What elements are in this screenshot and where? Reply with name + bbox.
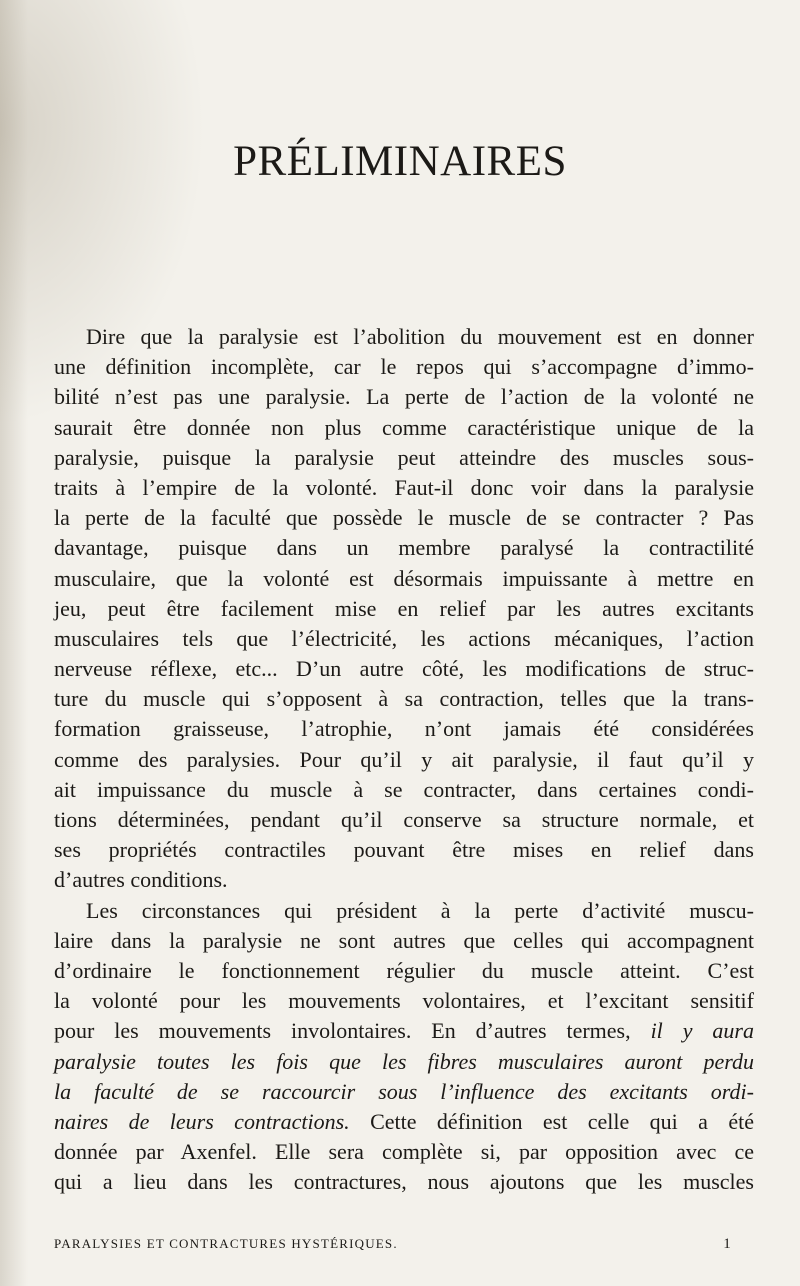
text-line — [54, 1107, 754, 1137]
text-line: laire dans la paralysie ne sont autres que celles qui accompagnent — [54, 927, 754, 953]
italic-segment: naires de leurs contractions. — [54, 1108, 350, 1134]
text-line: la perte de la faculté que possède le muscle de se contracter ? Pas — [54, 505, 754, 531]
text-line: formation graisseuse, l’atrophie, n’ont jamais été considérées — [54, 716, 754, 742]
text-line: Les circonstances qui président à la perte d’activité muscu- — [86, 897, 754, 923]
text-line: comme des paralysies. Pour qu’il y ait paralysie, il faut qu’il y — [54, 746, 754, 772]
text-line: saurait être donnée non plus comme caractéristique unique de la — [54, 414, 754, 440]
text-line — [54, 1016, 754, 1046]
text-line — [54, 1047, 754, 1077]
text-line: la volonté pour les mouvements volontaires, et l’excitant sensitif — [54, 988, 754, 1014]
text-line: d’ordinaire le fonctionnement régulier du muscle atteint. C’est — [54, 957, 754, 983]
page-footer — [54, 1237, 754, 1252]
text-line: jeu, peut être facilement mise en relief par les autres excitants — [54, 595, 754, 621]
text-line: donnée par Axenfel. Elle sera complète si, par opposition avec ce — [54, 1139, 754, 1165]
text-line: paralysie, puisque la paralysie peut atteindre des muscles sous- — [54, 444, 754, 470]
text-segment: pour les mouvements involontaires. En d’autres termes, — [54, 1018, 631, 1044]
text-line: nerveuse réflexe, etc... D’un autre côté, les modifications de struc- — [54, 656, 754, 682]
running-head: PARALYSIES ET CONTRACTURES HYSTÉRIQUES. — [54, 1236, 398, 1251]
italic-segment: il y aura — [650, 1018, 754, 1044]
text-line: musculaire, que la volonté est désormais impuissante à mettre en — [54, 565, 754, 591]
text-line — [54, 1077, 754, 1107]
body-text — [54, 322, 754, 1197]
text-line: ses propriétés contractiles pouvant être mises en relief dans — [54, 837, 754, 863]
text-line: une définition incomplète, car le repos qui s’accompagne d’immo- — [54, 354, 754, 380]
text-line: ait impuissance du muscle à se contracter, dans certaines condi- — [54, 776, 754, 802]
text-line: traits à l’empire de la volonté. Faut-il donc voir dans la paralysie — [54, 474, 754, 500]
text-line: bilité n’est pas une paralysie. La perte de l’action de la volonté ne — [54, 384, 754, 410]
text-segment: Cette définition est celle qui a été — [370, 1108, 755, 1134]
text-line: tions déterminées, pendant qu’il conserve sa structure normale, et — [54, 807, 754, 832]
italic-segment: la faculté de se raccourcir sous l’influence des excitants ordi- — [54, 1078, 754, 1104]
text-line: Dire que la paralysie est l’abolition du mouvement est en donner — [86, 324, 754, 349]
italic-segment: paralysie toutes les fois que les fibres musculaires auront perdu — [54, 1048, 754, 1074]
text-line: ture du muscle qui s’opposent à sa contraction, telles que la trans- — [54, 686, 754, 712]
text-line: qui a lieu dans les contractures, nous ajoutons que les muscles — [54, 1169, 754, 1195]
chapter-title: PRÉLIMINAIRES — [233, 138, 567, 185]
text-line: d’autres conditions. — [54, 867, 228, 893]
signature-mark: 1 — [723, 1236, 732, 1252]
text-line: musculaires tels que l’électricité, les actions mécaniques, l’action — [54, 625, 754, 651]
text-line: davantage, puisque dans un membre paralysé la contractilité — [54, 535, 754, 561]
